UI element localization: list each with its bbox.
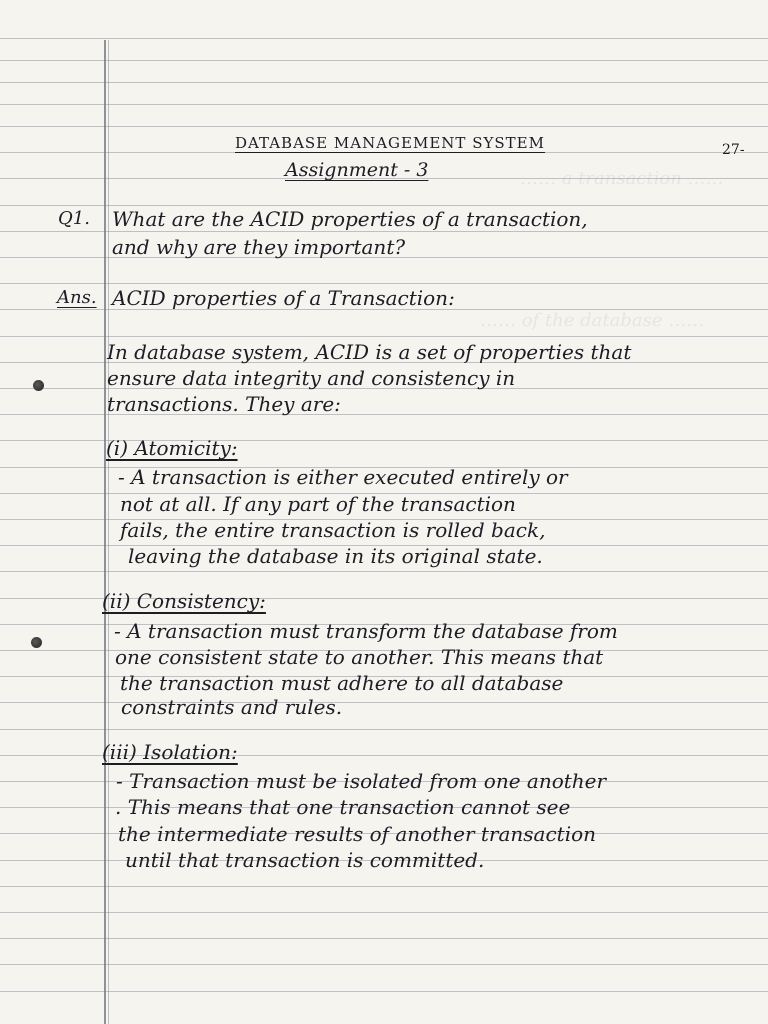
punch-hole-bottom bbox=[31, 637, 42, 648]
ruled-line bbox=[0, 82, 768, 83]
ruled-line bbox=[0, 231, 768, 232]
bleed-through-text: …… of the database …… bbox=[480, 310, 705, 331]
ruled-line bbox=[0, 571, 768, 572]
section-line: - Transaction must be isolated from one another bbox=[116, 769, 607, 793]
ruled-line bbox=[0, 702, 768, 703]
section-heading-atomicity: (i) Atomicity: bbox=[106, 436, 238, 460]
section-line: the intermediate results of another transaction bbox=[118, 822, 597, 846]
section-line: - A transaction must transform the database from bbox=[114, 619, 618, 643]
ruled-line bbox=[0, 729, 768, 730]
intro-line: ensure data integrity and consistency in bbox=[107, 366, 516, 390]
section-line: until that transaction is committed. bbox=[125, 848, 485, 872]
page-number: 27- bbox=[722, 142, 745, 158]
ruled-line bbox=[0, 886, 768, 887]
ruled-line bbox=[0, 912, 768, 913]
section-line: leaving the database in its original state. bbox=[128, 544, 543, 568]
intro-line: In database system, ACID is a set of properties that bbox=[107, 340, 632, 364]
section-line: constraints and rules. bbox=[121, 695, 343, 719]
ruled-line bbox=[0, 991, 768, 992]
answer-label: Ans. bbox=[57, 287, 97, 308]
section-heading-consistency: (ii) Consistency: bbox=[102, 589, 266, 613]
page-title: DATABASE MANAGEMENT SYSTEM bbox=[235, 134, 545, 152]
margin-line bbox=[104, 40, 106, 1024]
section-line: the transaction must adhere to all database bbox=[120, 671, 564, 695]
section-line: . This means that one transaction cannot see bbox=[115, 795, 571, 819]
question-line: What are the ACID properties of a transaction, bbox=[112, 207, 588, 231]
answer-heading: ACID properties of a Transaction: bbox=[112, 286, 455, 310]
question-label: Q1. bbox=[58, 208, 90, 229]
ruled-line bbox=[0, 38, 768, 39]
ruled-line bbox=[0, 205, 768, 206]
assignment-subtitle: Assignment - 3 bbox=[285, 159, 429, 181]
ruled-line bbox=[0, 126, 768, 127]
ruled-line bbox=[0, 283, 768, 284]
section-line: - A transaction is either executed entirely or bbox=[118, 465, 568, 489]
margin-line-inner bbox=[108, 40, 109, 1024]
bleed-through-text: …… a transaction …… bbox=[520, 168, 724, 189]
punch-hole-top bbox=[33, 380, 44, 391]
section-line: fails, the entire transaction is rolled back, bbox=[120, 518, 546, 542]
ruled-line bbox=[0, 104, 768, 105]
ruled-line bbox=[0, 60, 768, 61]
section-line: one consistent state to another. This means that bbox=[115, 645, 604, 669]
ruled-line bbox=[0, 938, 768, 939]
intro-line: transactions. They are: bbox=[107, 392, 341, 416]
ruled-line bbox=[0, 336, 768, 337]
question-line: and why are they important? bbox=[112, 235, 406, 259]
ruled-line bbox=[0, 964, 768, 965]
section-heading-isolation: (iii) Isolation: bbox=[102, 740, 238, 764]
section-line: not at all. If any part of the transaction bbox=[120, 492, 516, 516]
